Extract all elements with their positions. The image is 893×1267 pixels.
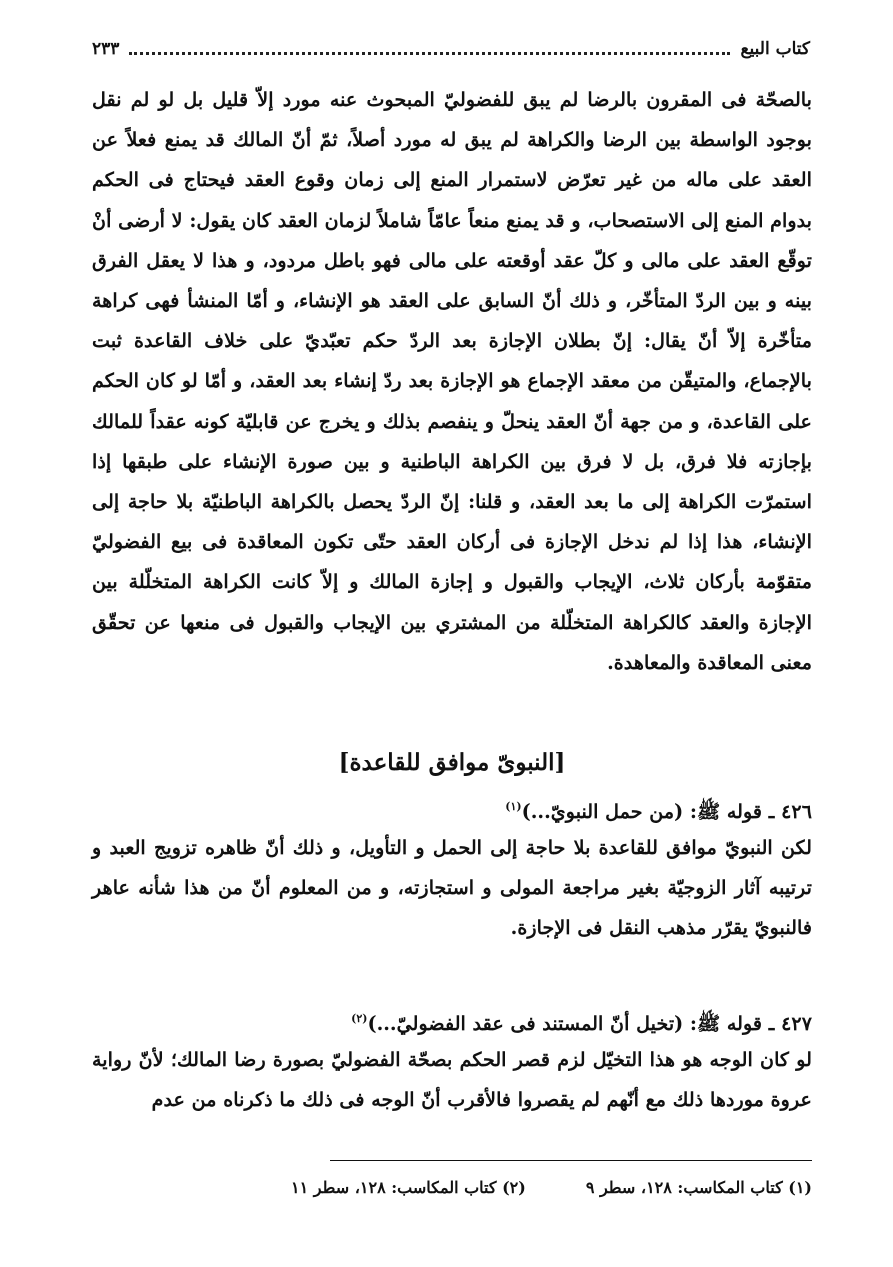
item-427-paragraph: لو كان الوجه هو هذا التخيّل لزم قصر الحكم بصحّة الفضوليّ بصورة رضا المالك؛ لأنّ رواية عروة موردها ذلك مع أنّهم لم يقصروا فالأقرب أنّ الوجه فى ذلك ما ذكرناه من عدم (92, 1048, 812, 1112)
footnotes (180, 1174, 812, 1202)
footnote-divider (330, 1160, 812, 1161)
item-427-heading (92, 1000, 812, 1043)
item-426-title: ٤٢٦ ـ قوله ﷺ: (من حمل النبويّ...) (521, 800, 812, 823)
item-426-paragraph: لكن النبويّ موافق للقاعدة بلا حاجة إلى الحمل و التأويل، و ذلك أنّ ظاهره تزويج العبد و ترتيبه آثار الزوجيّة بغير مراجعة المولى و استجازته، و من المعلوم أنّ من هذا شأنه عاهر فالنبويّ يقرّر مذهب النقل فى الإجازة. (92, 836, 812, 940)
item-427-title: ٤٢٧ ـ قوله ﷺ: (تخيل أنّ المستند فى عقد الفضوليّ...) (367, 1012, 812, 1035)
footnote-2: (٢) كتاب المكاسب: ١٢٨، سطر ١١ (291, 1178, 526, 1197)
footnote-1: (١) كتاب المكاسب: ١٢٨، سطر ٩ (585, 1178, 812, 1197)
item-427-paragraph-block (92, 1040, 812, 1120)
footnote-ref-2[interactable]: (٢) (351, 1012, 368, 1025)
main-paragraph: بالصحّة فى المقرون بالرضا لم يبق للفضوليّ المبحوث عنه مورد إلاّ قليل بل لو لم نقل بوجود الواسطة بين الرضا والكراهة لم يبق له مورد أصلاً، ثمّ أنّ المالك قد يمنع فعلاً عن العقد على ماله من غير تعرّض لاستمرار المنع إلى زمان وقوع العقد فيحتاج فى الحكم بدوام المنع إلى الاستصحاب، و قد يمنع منعاً عامّاً شاملاً لزمان العقد كان يقول: لا أرضى أنْ توقّع العقد على مالى و كلّ عقد أوقعته على مالى فهو باطل مردود، و هذا لا يعقل الفرق بينه و بين الردّ المتأخّر، و ذلك أنّ السابق على العقد هو الإنشاء، و أمّا المنشأ فهى كراهة متأخّرة إلاّ أنّ يقال: إنّ بطلان الإجازة بعد الردّ حكم تعبّديّ على خلاف القاعدة ثبت بالإجماع، والمتيقّن من معقد الإجماع هو الإجازة بعد ردّ إنشاء بعد العقد، و أمّا لو كان الحكم على القاعدة، و من جهة أنّ العقد ينحلّ و ينفصم بذلك و يخرج عن قابليّة كونه عقداً للمالك بإجازته فلا فرق، بل لا فرق بين الكراهة الباطنية و بين صورة الإنشاء على طبقها إذا استمرّت الكراهة إلى ما بعد العقد، و قلنا: إنّ الردّ يحصل بالكراهة الباطنيّة بلا حاجة إلى الإنشاء، هذا إذا لم ندخل الإجازة فى أركان العقد حتّى تكون المعاقدة فى بيع الفضوليّ متقوّمة بأركان ثلاث، الإيجاب والقبول و إجازة المالك و إلاّ كانت الكراهة المتخلّلة بين الإجازة والعقد كالكراهة المتخلّلة من المشتري بين الإيجاب والقبول فى منعها عن تحقّق معنى المعاقدة والمعاهدة. (92, 88, 812, 674)
main-paragraph-block (92, 80, 812, 683)
footnote-ref-1[interactable]: (١) (505, 800, 522, 813)
section-heading: [النبوىّ موافق للقاعدة] (338, 749, 566, 776)
header-dot-leader (129, 52, 730, 55)
item-426-heading (92, 788, 812, 831)
running-header (92, 34, 810, 64)
book-title: كتاب البيع (740, 39, 810, 59)
page-number: ٢٣٣ (92, 39, 120, 59)
item-426-paragraph-block (92, 828, 812, 949)
